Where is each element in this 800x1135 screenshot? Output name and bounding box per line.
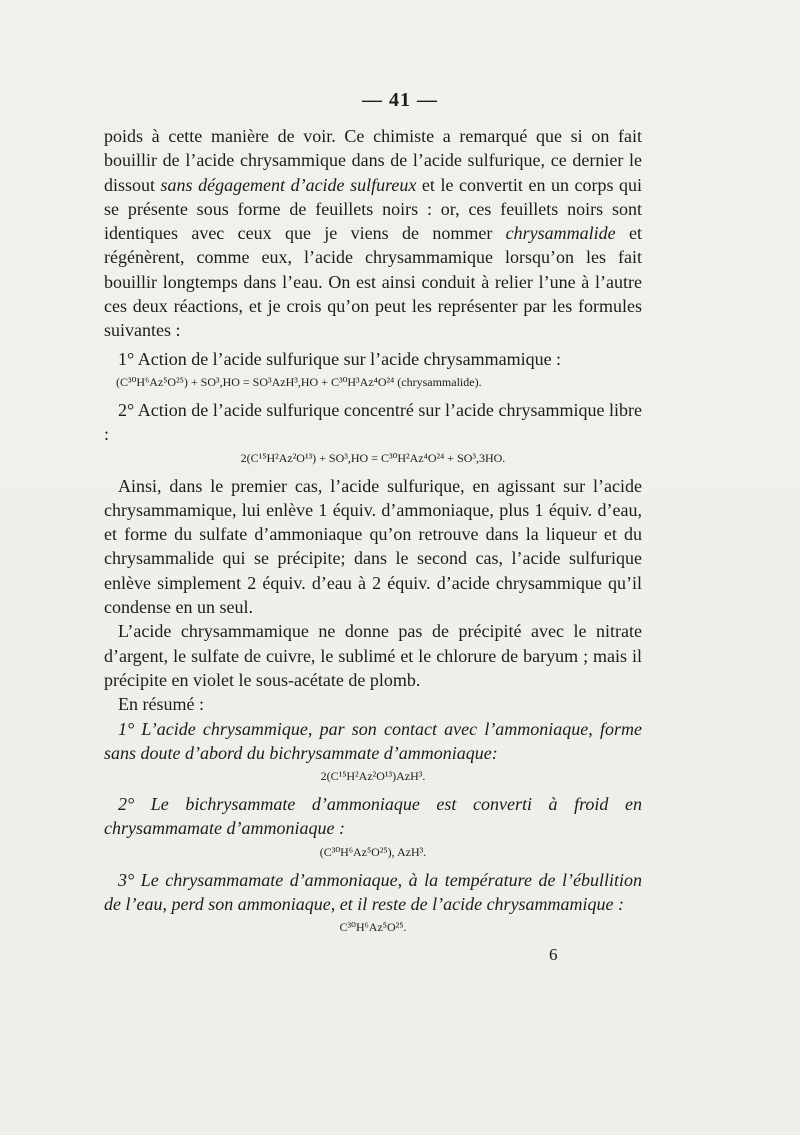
emphasis-chrysammalide: chrysammalide	[505, 223, 616, 244]
formula-3: 2(C¹⁵H²Az²O¹³)AzH³.	[320, 769, 426, 784]
summary-item-2: 2° Le bichrysammate d’ammoniaque est converti à froid en chrysammamate d’ammoniaque :	[104, 794, 642, 839]
paragraph-ainsi: Ainsi, dans le premier cas, l’acide sulfurique, en agissant sur l’acide chrysammamique, lui enlève 1 équiv. d’ammoniaque, plus 1 équiv. d’eau, et forme du sulfate d’ammoniaque qu’on retrouve dans la liqueur et du chrysammalide qui se précipite; dans le second cas, l’acide sulfurique enlève simplement 2 équiv. d’eau à 2 équiv. d’acide chrysammique qu’il condense en un seul.	[104, 475, 642, 618]
page-number: — 41 —	[362, 89, 438, 111]
paragraph-intro	[104, 124, 642, 343]
summary-item-1: 1° L’acide chrysammique, par son contact avec l’ammoniaque, forme sans doute d’abord du bichrysammate d’ammoniaque:	[104, 718, 642, 763]
body-text	[104, 124, 642, 943]
signature-mark: 6	[549, 945, 558, 964]
list-item-2: 2° Action de l’acide sulfurique concentré sur l’acide chrysammique libre :	[104, 399, 642, 445]
paragraph-intro-text-b: et le convertit en un corps qui se présente sous forme de feuillets noirs : or, ces feuillets noirs sont identiques avec ceux que je viens de nommer	[104, 174, 643, 244]
paragraph-resume: En résumé :	[118, 694, 204, 715]
summary-item-3: 3° Le chrysammamate d’ammoniaque, à la température de l’ébullition de l’eau, perd son ammoniaque, et il reste de l’acide chrysammamique :	[104, 869, 642, 915]
paragraph-intro-text-a: poids à cette manière de voir. Ce chimiste a remarqué que si on fait bouillir de l’acide chrysammique dans de l’acide sulfurique, ce dernier le dissout	[104, 126, 642, 195]
formula-1: (C³⁰H⁶Az⁵O²⁵) + SO³,HO = SO³AzH³,HO + C³⁰H³Az⁴O²⁴ (chrysammalide).	[116, 374, 482, 389]
formula-4: (C³⁰H⁶Az⁵O²⁵), AzH³.	[319, 844, 427, 859]
formula-2: 2(C¹⁵H²Az²O¹³) + SO³,HO = C³⁰H²Az⁴O²⁴ + SO³,3HO.	[240, 450, 506, 465]
paragraph-intro-text-c: et régénèrent, comme eux, l’acide chrysammamique lorsqu’on les fait bouillir longtemps dans l’eau. On est ainsi conduit à relier l’une à l’autre ces deux réactions, et je crois qu’on peut les représenter par les formules suivantes :	[104, 223, 642, 341]
formula-5: C³⁰H⁶Az⁵O²⁵.	[339, 920, 407, 935]
list-item-1: 1° Action de l’acide sulfurique sur l’acide chrysammamique :	[118, 348, 562, 369]
paragraph-precipite: L’acide chrysammamique ne donne pas de précipité avec le nitrate d’argent, le sulfate de cuivre, le sublimé et le chlorure de baryum ; mais il précipite en violet le sous-acétate de plomb.	[104, 621, 642, 690]
emphasis-sans-degagement: sans dégagement d’acide sulfureux	[160, 174, 417, 195]
